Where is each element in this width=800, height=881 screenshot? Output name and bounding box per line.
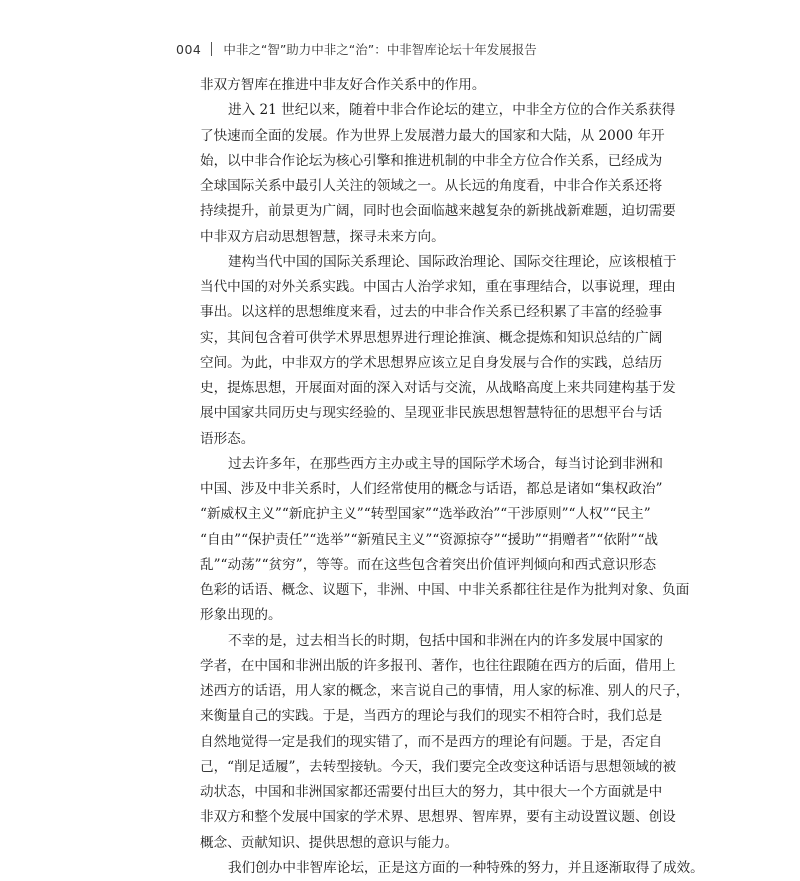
text-line: 自然地觉得一定是我们的现实错了，而不是西方的理论有问题。于是，否定自 <box>200 733 663 750</box>
text-line: 建构当代中国的国际关系理论、国际政治理论、国际交往理论，应该根植于 <box>228 253 677 270</box>
text-line: 空间。为此，中非双方的学术思想界应该立足自身发展与合作的实践，总结历 <box>200 354 663 371</box>
text-line: 过去许多年，在那些西方主办或主导的国际学术场合，每当讨论到非洲和 <box>228 455 663 472</box>
text-line: 语形态。 <box>200 430 255 447</box>
text-line: 了快速而全面的发展。作为世界上发展潜力最大的国家和大陆，从 2000 年开 <box>200 127 665 144</box>
text-line: 进入 21 世纪以来，随着中非合作论坛的建立，中非全方位的合作关系获得 <box>228 102 676 119</box>
page-number: 004 <box>176 41 202 57</box>
text-line: 非双方智库在推进中非友好合作关系中的作用。 <box>200 77 486 93</box>
text-line: 学者，在中国和非洲出版的许多报刊、著作，也往往跟随在西方的后面，借用上 <box>200 657 676 674</box>
text-line: 述西方的话语，用人家的概念，来言说自己的事情，用人家的标准、别人的尺子， <box>200 683 690 699</box>
text-line: 我们创办中非智库论坛，正是这方面的一种特殊的努力，并且逐渐取得了成效。 <box>228 859 704 876</box>
text-line: 形象出现的。 <box>200 607 282 624</box>
text-line: “自由”“保护责任”“选举”“新殖民主义”“资源掠夺”“援助”“捐赠者”“依附”“战 <box>200 531 658 548</box>
text-line: 动状态，中国和非洲国家都还需要付出巨大的努力，其中很大一个方面就是中 <box>200 784 663 800</box>
text-line: 乱”“动荡”“贫穷”，等等。而在这些包含着突出价值评判倾向和西式意识形态 <box>200 556 657 573</box>
text-line: 始，以中非合作论坛为核心引擎和推进机制的中非全方位合作关系，已经成为 <box>200 152 663 169</box>
text-line: 事出。以这样的思想维度来看，过去的中非合作关系已经积累了丰富的经验事 <box>200 304 663 321</box>
text-line: 色彩的话语、概念、议题下，非洲、中国、中非关系都往往是作为批判对象、负面 <box>200 582 690 598</box>
text-line: 来衡量自己的实践。于是，当西方的理论与我们的现实不相符合时，我们总是 <box>200 708 663 725</box>
body-text <box>200 73 704 881</box>
running-title: 中非之“智”助力中非之“治”：中非智库论坛十年发展报告 <box>223 42 537 57</box>
text-line: 不幸的是，过去相当长的时期，包括中国和非洲在内的许多发展中国家的 <box>228 632 663 649</box>
running-header <box>176 41 537 57</box>
text-line: 当代中国的对外关系实践。中国古人治学求知，重在事理结合，以事说理，理由 <box>200 279 676 295</box>
text-line: “新威权主义”“新庇护主义”“转型国家”“选举政治”“干涉原则”“人权”“民主” <box>200 506 651 523</box>
text-line: 持续提升，前景更为广阔，同时也会面临越来越复杂的新挑战新难题，迫切需要 <box>200 203 676 220</box>
text-line: 实，其间包含着可供学术界思想界进行理论推演、概念提炼和知识总结的广阔 <box>200 329 663 346</box>
header-divider <box>211 42 212 56</box>
text-line: 中非双方启动思想智慧，探寻未来方向。 <box>200 228 445 245</box>
text-line: 概念、贡献知识、提供思想的意识与能力。 <box>200 834 459 851</box>
text-line: 己，“削足适履”，去转型接轨。今天，我们要完全改变这种话语与思想领域的被 <box>200 758 677 775</box>
text-line: 全球国际关系中最引人关注的领域之一。从长远的角度看，中非合作关系还将 <box>200 178 663 194</box>
text-line: 史，提炼思想，开展面对面的深入对话与交流，从战略高度上来共同建构基于发 <box>200 380 676 396</box>
text-line: 非双方和整个发展中国家的学术界、思想界、智库界，要有主动设置议题、创设 <box>200 809 676 826</box>
text-line: 中国、涉及中非关系时，人们经常使用的概念与话语，都总是诸如“集权政治” <box>200 481 663 497</box>
text-line: 展中国家共同历史与现实经验的、呈现亚非民族思想智慧特征的思想平台与话 <box>200 405 663 422</box>
